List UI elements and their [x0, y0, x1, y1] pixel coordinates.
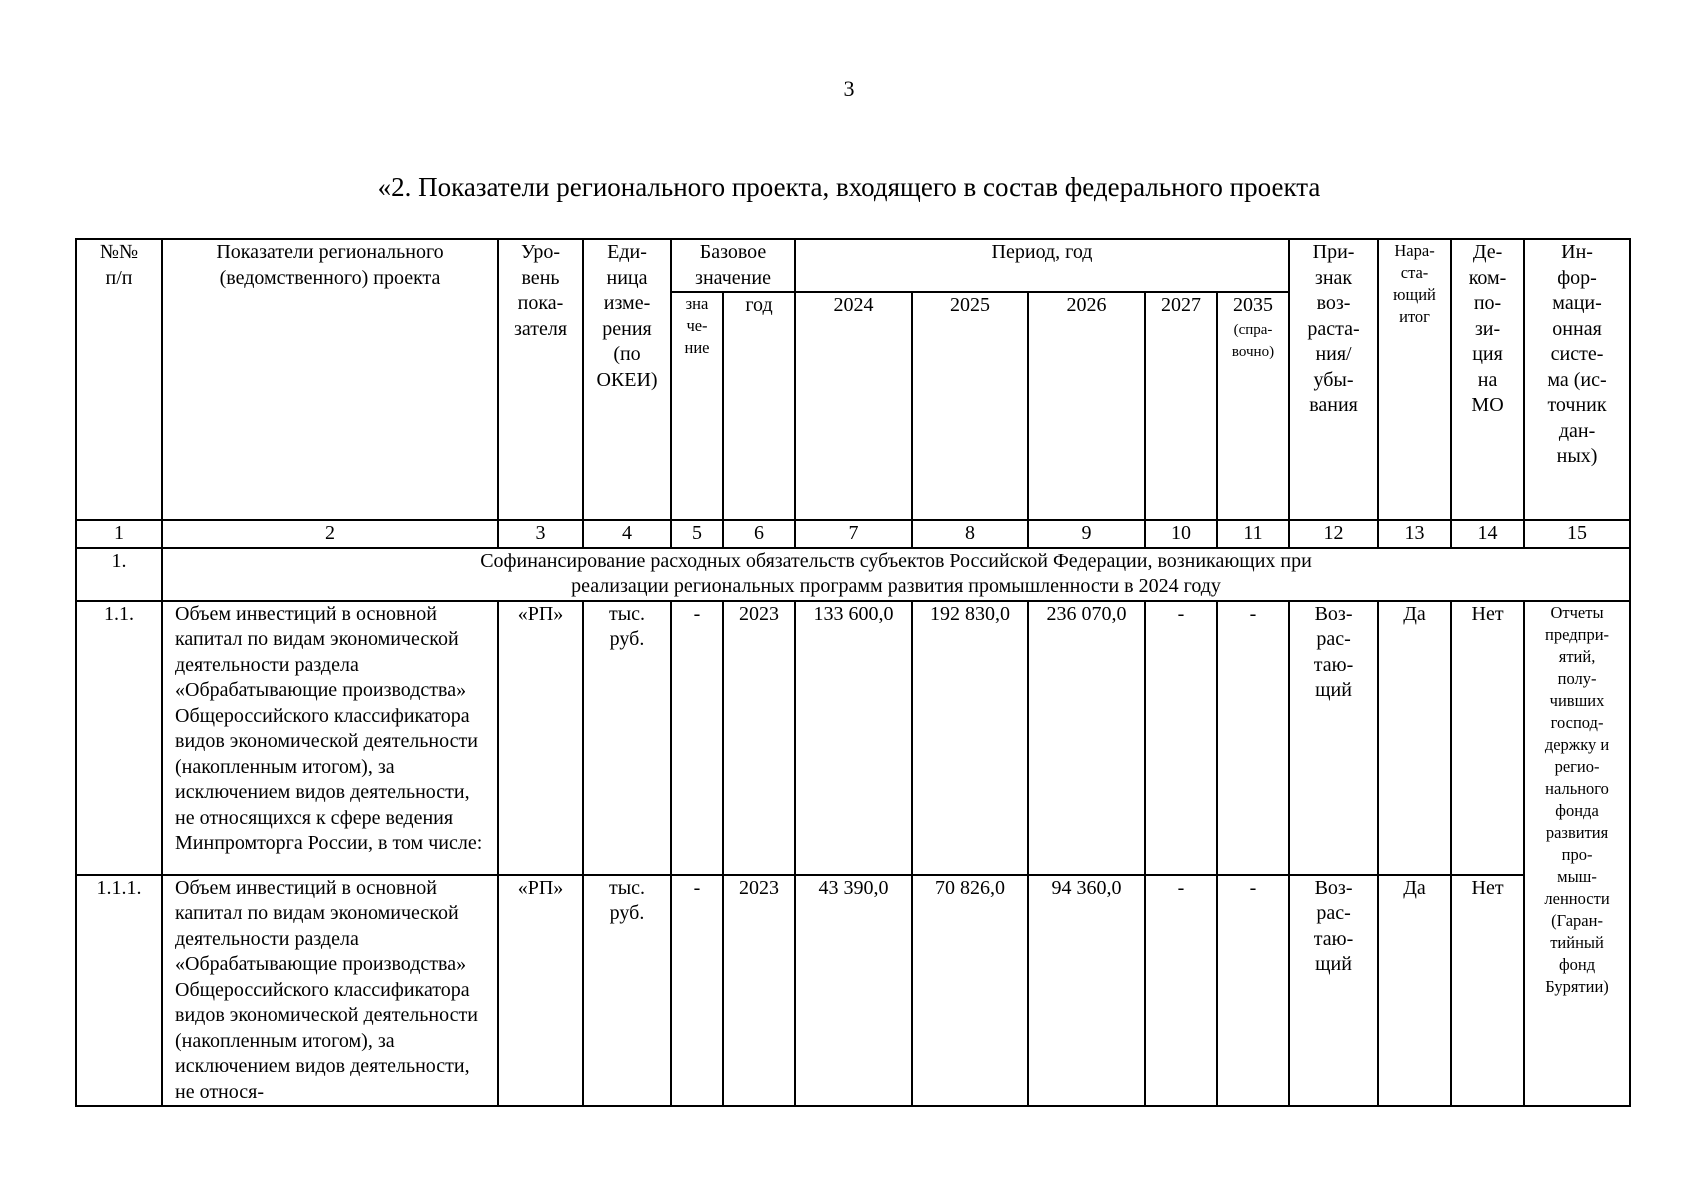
colnum-cell: 10: [1145, 520, 1217, 548]
header-year-2027: 2027: [1145, 292, 1217, 520]
row-base-year: 2023: [723, 601, 795, 875]
header-year-2035: [1217, 292, 1289, 520]
section-row: [76, 548, 1630, 601]
colnum-cell: 13: [1378, 520, 1451, 548]
row-base-value: -: [671, 601, 723, 875]
colnum-cell: 1: [76, 520, 162, 548]
colnum-cell: 9: [1028, 520, 1145, 548]
colnum-cell: 11: [1217, 520, 1289, 548]
colnum-cell: 12: [1289, 520, 1378, 548]
header-period: Период, год: [795, 239, 1289, 292]
page-number: 3: [843, 76, 855, 101]
header-row-1: [76, 239, 1630, 292]
table-row: [76, 601, 1630, 875]
row-2027: -: [1145, 601, 1217, 875]
header-year-2035-label: 2035: [1233, 294, 1274, 316]
row-level: «РП»: [498, 875, 583, 1107]
row-base-year: 2023: [723, 875, 795, 1107]
row-2024: 43 390,0: [795, 875, 912, 1107]
section-num: 1.: [76, 548, 162, 601]
document-title: «2. Показатели регионального проекта, входящего в состав федерального проекта: [377, 172, 1321, 202]
column-numbers-row: [76, 520, 1630, 548]
row-2026: 236 070,0: [1028, 601, 1145, 875]
row-unit: тыс. руб.: [583, 601, 671, 875]
row-2035: -: [1217, 875, 1289, 1107]
header-info-system: Ин- фор- маци- онная систе- ма (ис- точник дан- ных): [1524, 239, 1630, 520]
header-level: Уро- вень пока- зателя: [498, 239, 583, 520]
colnum-cell: 15: [1524, 520, 1630, 548]
row-2025: 70 826,0: [912, 875, 1028, 1107]
header-base: Базовое значение: [671, 239, 795, 292]
row-indicator: Объем инвестиций в основной капитал по видам экономической деятельности раздела «Обрабатывающие производства» Общероссийского классификатора видов экономической деятельности (накопленным итогом), за исключением видов деятельности, не относящихся к сфере ведения Минпромторга России, в том числе:: [162, 601, 498, 875]
colnum-cell: 7: [795, 520, 912, 548]
colnum-cell: 4: [583, 520, 671, 548]
colnum-cell: 14: [1451, 520, 1524, 548]
row-growth: Воз- рас- таю- щий: [1289, 601, 1378, 875]
header-year-2024: 2024: [795, 292, 912, 520]
row-2025: 192 830,0: [912, 601, 1028, 875]
row-num: 1.1.1.: [76, 875, 162, 1107]
header-decomposition: Де- ком- по- зи- ция на МО: [1451, 239, 1524, 520]
section-title: Софинансирование расходных обязательств субъектов Российской Федерации, возникающих при реализации региональных программ развития промышленности в 2024 году: [162, 548, 1630, 601]
header-year-2025: 2025: [912, 292, 1028, 520]
row-2026: 94 360,0: [1028, 875, 1145, 1107]
row-indicator: Объем инвестиций в основной капитал по видам экономической деятельности раздела «Обрабатывающие производства» Общероссийского классификатора видов экономической деятельности (накопленным итогом), за исключением видов деятельности, не относя-: [162, 875, 498, 1107]
row-decomposition: Нет: [1451, 875, 1524, 1107]
row-cumulative: Да: [1378, 875, 1451, 1107]
row-decomposition: Нет: [1451, 601, 1524, 875]
row-base-value: -: [671, 875, 723, 1107]
row-unit: тыс. руб.: [583, 875, 671, 1107]
row-2035: -: [1217, 601, 1289, 875]
row-2027: -: [1145, 875, 1217, 1107]
row-cumulative: Да: [1378, 601, 1451, 875]
header-num: №№ п/п: [76, 239, 162, 520]
header-year-2026: 2026: [1028, 292, 1145, 520]
row-2024: 133 600,0: [795, 601, 912, 875]
colnum-cell: 6: [723, 520, 795, 548]
info-source: Отчеты предпри- ятий, полу- чивших господ- держку и регио- нального фонда развития про- мыш- ленности (Гаран- тийный фонд Бурятии): [1524, 601, 1630, 1107]
table-row: [76, 875, 1630, 1107]
header-cumulative: Нара- ста- ющий итог: [1378, 239, 1451, 520]
header-growth: При- знак воз- раста- ния/ убы- вания: [1289, 239, 1378, 520]
colnum-cell: 3: [498, 520, 583, 548]
colnum-cell: 2: [162, 520, 498, 548]
colnum-cell: 5: [671, 520, 723, 548]
row-num: 1.1.: [76, 601, 162, 875]
header-base-year: год: [723, 292, 795, 520]
header-indicator: Показатели регионального (ведомственного) проекта: [162, 239, 498, 520]
row-level: «РП»: [498, 601, 583, 875]
colnum-cell: 8: [912, 520, 1028, 548]
header-base-value: зна че- ние: [671, 292, 723, 520]
header-year-2035-note: (спра- вочно): [1231, 321, 1275, 360]
row-growth: Воз- рас- таю- щий: [1289, 875, 1378, 1107]
header-unit: Еди- ница изме- рения (по ОКЕИ): [583, 239, 671, 520]
indicators-table: [75, 238, 1631, 1107]
